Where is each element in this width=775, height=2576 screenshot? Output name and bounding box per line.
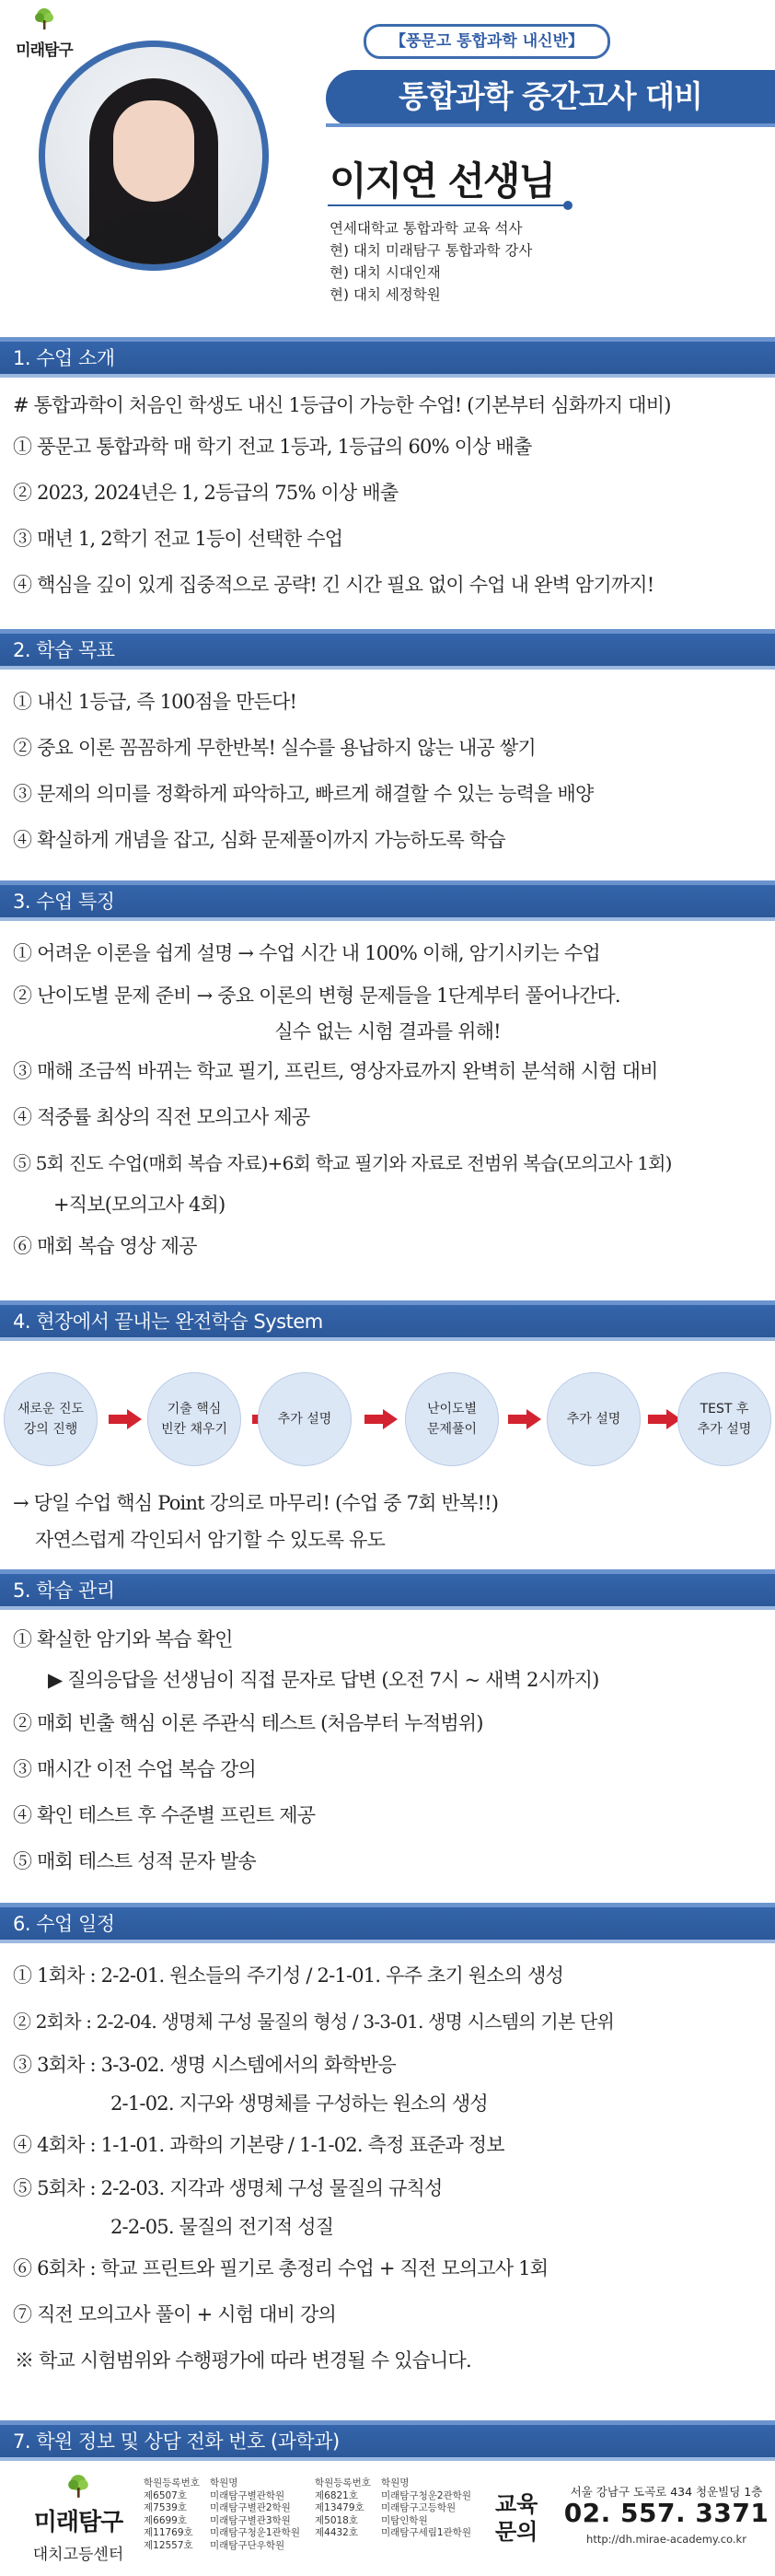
section-header <box>0 880 775 917</box>
academy-names: 학원명 미래탐구별관학원 미래탐구별관2학원 미래탐구별관3학원 미래탐구청운1관학원 미래탐구단우학원 <box>210 2477 300 2551</box>
section-features <box>0 880 775 1282</box>
flow-step: TEST 후 추가 설명 <box>677 1372 771 1466</box>
schedule-line: ⑥ 6회차 : 학교 프린트와 필기로 총정리 수업 + 직전 모의고사 1회 <box>13 2257 549 2279</box>
academy-names: 학원명 미래탐구청운2관학원 미래탐구고등학원 미탐인학원 미래탐구세림1관학원 <box>381 2477 471 2538</box>
management-line: ② 매회 빈출 핵심 이론 주관식 테스트 (처음부터 누적범위) <box>13 1712 483 1734</box>
goal-line: ③ 문제의 의미를 정확하게 파악하고, 빠르게 해결할 수 있는 능력을 배양 <box>13 783 594 805</box>
intro-line: ③ 매년 1, 2학기 전교 1등이 선택한 수업 <box>13 528 343 550</box>
feature-line: ④ 적중률 최상의 직전 모의고사 제공 <box>13 1106 310 1128</box>
management-line: ③ 매시간 이전 수업 복습 강의 <box>13 1758 256 1780</box>
teacher-photo <box>39 41 269 271</box>
footer-logo <box>17 2474 140 2564</box>
schedule-line-cont: 2-2-05. 물질의 전기적 성질 <box>110 2216 334 2238</box>
class-badge: 【풍문고 통합과학 내신반】 <box>364 24 610 59</box>
schedule-line: ③ 3회차 : 3-3-02. 생명 시스템에서의 화학반응 <box>13 2054 396 2076</box>
feature-line-cont: +직보(모의고사 4회) <box>53 1194 226 1216</box>
intro-line: ④ 핵심을 깊이 있게 집중적으로 공략! 긴 시간 필요 없이 수업 내 완벽 암기까지! <box>13 574 654 596</box>
section-header <box>0 1903 775 1940</box>
section-goals <box>0 629 775 876</box>
section-schedule <box>0 1903 775 2396</box>
feature-line: ③ 매해 조금씩 바뀌는 학교 필기, 프린트, 영상자료까지 완벽히 분석해 시험 대비 <box>13 1060 658 1082</box>
registration-numbers: 학원등록번호 제6821호 제13479호 제5018호 제4432호 <box>315 2477 371 2538</box>
system-note: 자연스럽게 각인되서 암기할 수 있도록 유도 <box>35 1529 386 1551</box>
goal-line: ④ 확실하게 개념을 잡고, 심화 문제풀이까지 가능하도록 학습 <box>13 829 505 851</box>
schedule-line: ⑤ 5회차 : 2-2-03. 지각과 생명체 구성 물질의 규칙성 <box>13 2177 443 2199</box>
teacher-name: 이지연 선생님 <box>330 158 555 204</box>
section-header <box>0 337 775 374</box>
schedule-notice: ※ 학교 시험범위와 수행평가에 따라 변경될 수 있습니다. <box>15 2349 471 2372</box>
section-title: 3. 수업 특징 <box>13 891 115 913</box>
section-header <box>0 629 775 666</box>
management-line: ⑤ 매회 테스트 성적 문자 발송 <box>13 1850 256 1872</box>
flow-step: 기출 핵심 빈칸 채우기 <box>147 1372 241 1466</box>
divider-dot <box>563 201 573 210</box>
schedule-line: ⑦ 직전 모의고사 풀이 + 시험 대비 강의 <box>13 2303 336 2325</box>
name-divider <box>328 204 569 206</box>
section-title: 4. 현장에서 끝내는 완전학습 System <box>13 1311 323 1333</box>
header <box>0 0 775 341</box>
schedule-line-cont: 2-1-02. 지구와 생명체를 구성하는 원소의 생성 <box>110 2092 488 2115</box>
schedule-line: ④ 4회차 : 1-1-01. 과학의 기본량 / 1-1-02. 측정 표준과 정보 <box>13 2134 504 2156</box>
management-line: ④ 확인 테스트 후 수준별 프린트 제공 <box>13 1804 316 1826</box>
arrow-right-icon <box>109 1409 144 1429</box>
academy-url[interactable]: http://dh.mirae-academy.co.kr <box>586 2533 746 2546</box>
feature-line-cont: 실수 없는 시험 결과를 위해! <box>274 1020 501 1043</box>
intro-line: ① 풍문고 통합과학 매 학기 전교 1등과, 1등급의 60% 이상 배출 <box>13 436 532 458</box>
section-contact <box>0 2420 775 2573</box>
logo-text: 미래탐구 <box>16 41 73 60</box>
flow-step: 추가 설명 <box>258 1372 352 1466</box>
goal-line: ② 중요 이론 꼼꼼하게 무한반복! 실수를 용납하지 않는 내공 쌓기 <box>13 737 536 759</box>
flow-step: 추가 설명 <box>547 1372 641 1466</box>
feature-line: ⑤ 5회 진도 수업(매회 복습 자료)+6회 학교 필기와 자료로 전범위 복습(모의고사 1회) <box>13 1152 672 1174</box>
career-item: 연세대학교 통합과학 교육 석사 <box>330 220 523 237</box>
system-note: → 당일 수업 핵심 Point 강의로 마무리! (수업 중 7회 반복!!) <box>13 1492 499 1514</box>
schedule-line: ② 2회차 : 2-2-04. 생명체 구성 물질의 형성 / 3-3-01. 생명 시스템의 기본 단위 <box>13 2011 615 2033</box>
academy-logo <box>7 7 81 60</box>
section-title: 7. 학원 정보 및 상담 전화 번호 (과학과) <box>13 2430 340 2453</box>
section-title: 1. 수업 소개 <box>13 347 115 369</box>
section-title: 6. 수업 일정 <box>13 1913 115 1935</box>
schedule-line: ① 1회차 : 2-2-01. 원소들의 주기성 / 2-1-01. 우주 초기 원소의 생성 <box>13 1964 564 1987</box>
career-item: 현) 대치 세정학원 <box>330 286 441 303</box>
section-header <box>0 1569 775 1606</box>
contact-phone[interactable]: 02. 557. 3371 <box>563 2498 769 2528</box>
arrow-right-icon <box>508 1409 543 1429</box>
goal-line: ① 내신 1등급, 즉 100점을 만든다! <box>13 691 297 713</box>
academy-address: 서울 강남구 도곡로 434 청운빌딩 1층 <box>570 2485 763 2499</box>
footer-logo-name: 미래탐구 <box>33 2509 123 2536</box>
feature-line: ① 어려운 이론을 쉽게 설명 → 수업 시간 내 100% 이해, 암기시키는 수업 <box>13 942 600 964</box>
footer-logo-sub: 대치고등센터 <box>32 2546 124 2564</box>
section-title: 2. 학습 목표 <box>13 639 115 661</box>
feature-line: ② 난이도별 문제 준비 → 중요 이론의 변형 문제들을 1단계부터 풀어나간다. <box>13 985 620 1007</box>
tree-icon <box>65 2474 91 2500</box>
career-item: 현) 대치 미래탐구 통합과학 강사 <box>330 242 533 259</box>
section-class-intro <box>0 337 775 621</box>
intro-line: ② 2023, 2024년은 1, 2등급의 75% 이상 배출 <box>13 482 399 504</box>
education-inquiry-label: 교육 문의 <box>495 2491 538 2545</box>
career-item: 현) 대치 시대인재 <box>330 264 441 281</box>
arrow-right-icon <box>364 1409 399 1429</box>
title-banner <box>326 70 775 127</box>
intro-line: # 통합과학이 처음인 학생도 내신 1등급이 가능한 수업! (기본부터 심화까지 대비) <box>13 394 671 416</box>
management-line: ① 확실한 암기와 복습 확인 <box>13 1628 233 1650</box>
footer <box>0 2457 775 2573</box>
flow-step: 난이도별 문제풀이 <box>405 1372 499 1466</box>
section-system <box>0 1300 775 1558</box>
tree-icon <box>32 7 56 31</box>
flow-step: 새로운 진도 강의 진행 <box>4 1372 98 1466</box>
system-flow <box>0 1354 775 1474</box>
page-title: 통합과학 중간고사 대비 <box>399 78 702 114</box>
section-header <box>0 1300 775 1337</box>
section-title: 5. 학습 관리 <box>13 1579 115 1602</box>
management-subline: ▶ 질의응답을 선생님이 직접 문자로 답변 (오전 7시 ~ 새벽 2시까지) <box>48 1669 599 1691</box>
section-management <box>0 1569 775 1897</box>
teacher-career <box>330 217 532 306</box>
feature-line: ⑥ 매회 복습 영상 제공 <box>13 1235 197 1257</box>
registration-numbers: 학원등록번호 제6507호 제7539호 제6699호 제11769호 제12557호 <box>144 2477 200 2551</box>
section-header <box>0 2420 775 2457</box>
